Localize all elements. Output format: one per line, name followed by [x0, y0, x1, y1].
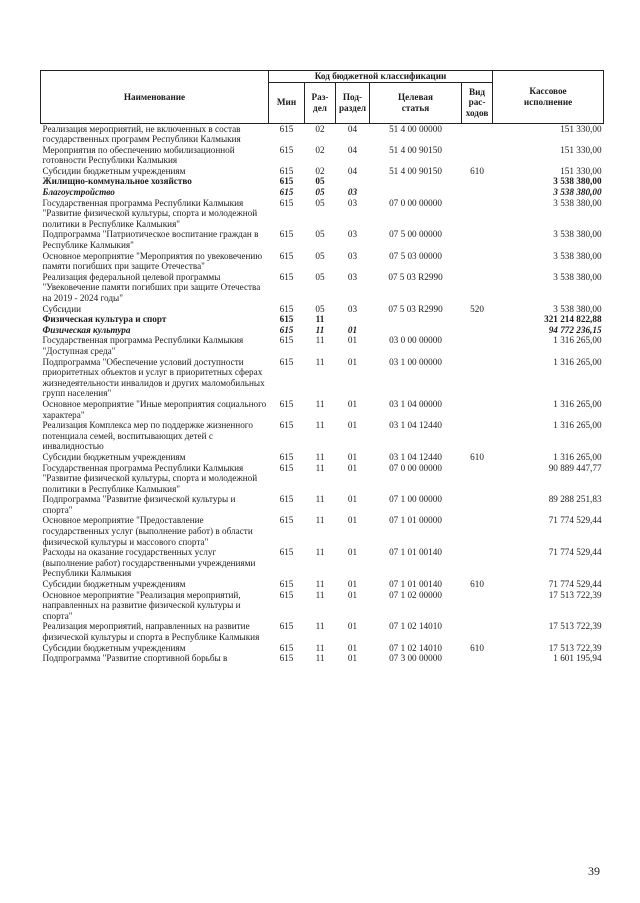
- row-razdel: 11: [315, 621, 325, 632]
- row-amount: 151 330,00: [560, 144, 602, 155]
- row-celevaya: 07 5 03 R2990: [388, 303, 443, 314]
- row-min: 615: [279, 314, 294, 325]
- row-amount: 3 538 380,00: [553, 176, 602, 187]
- row-name: Государственная программа Республики Калмыкия "Развитие физической культуры, спорта и молодежной политики в Республике Калмыкия": [42, 197, 258, 229]
- row-amount: 3 538 380,00: [553, 229, 602, 240]
- row-celevaya: 51 4 00 00000: [389, 123, 442, 134]
- row-name: Субсидии: [42, 303, 82, 314]
- row-name: Подпрограмма "Обеспечение условий доступности приоритетных объектов и услуг в приоритетных сферах жизнедеятельности инвалидов и других маломобильных групп населения": [42, 356, 265, 399]
- row-podrazdel: 03: [347, 197, 358, 208]
- row-min: 615: [279, 462, 294, 473]
- table-row: [41, 463, 604, 495]
- row-amount: 3 538 380,00: [553, 271, 602, 282]
- row-name: Подпрограмма "Развитие физической культуры и спорта": [42, 494, 236, 515]
- row-amount: 71 774 529,44: [548, 547, 602, 558]
- row-min: 615: [279, 547, 294, 558]
- row-celevaya: 07 1 01 00140: [389, 579, 442, 590]
- row-vid: [462, 176, 493, 187]
- row-amount: 71 774 529,44: [548, 579, 602, 590]
- row-name: Мероприятия по обеспечению мобилизационной готовности Республики Калмыкия: [42, 144, 235, 166]
- row-podrazdel: 04: [347, 123, 358, 134]
- header-min: Мин: [269, 82, 305, 123]
- row-vid: [462, 123, 493, 145]
- row-vid: [462, 463, 493, 495]
- row-min: 615: [279, 250, 294, 261]
- row-podrazdel: 01: [347, 579, 358, 590]
- row-amount: 17 513 722,39: [548, 621, 602, 632]
- row-amount: 17 513 722,39: [548, 589, 602, 600]
- row-razdel: 02: [315, 123, 325, 134]
- table-row: [41, 653, 604, 664]
- row-celevaya: 03 1 04 00000: [389, 398, 442, 409]
- row-min: 615: [279, 356, 294, 367]
- row-min: 615: [279, 144, 294, 155]
- row-min: 615: [279, 187, 294, 198]
- header-podrazdel-label: Под- раздел: [338, 92, 367, 113]
- row-vid: [462, 145, 493, 166]
- row-name: Основное мероприятие "Мероприятия по увековечению памяти погибших при защите Отечества": [42, 250, 263, 272]
- row-podrazdel: 01: [347, 335, 358, 346]
- row-min: 615: [279, 303, 294, 314]
- row-podrazdel: 03: [347, 250, 358, 261]
- row-amount: 71 774 529,44: [548, 515, 602, 526]
- row-celevaya: 03 1 04 12440: [389, 451, 442, 462]
- table-row: [41, 335, 604, 356]
- row-podrazdel: 03: [347, 187, 358, 198]
- row-razdel: 11: [315, 579, 325, 590]
- row-razdel: 11: [315, 356, 325, 367]
- table-row: [41, 590, 604, 622]
- row-name: Благоустройство: [42, 187, 115, 198]
- row-min: 615: [279, 165, 294, 176]
- header-kassa: [493, 71, 604, 124]
- row-name: Основное мероприятие "Реализация мероприятий, направленных на развитие физической культуры и спорта": [42, 589, 241, 621]
- row-celevaya: 07 3 00 00000: [389, 653, 442, 664]
- row-name: Субсидии бюджетным учреждениям: [42, 165, 186, 176]
- row-name: Субсидии бюджетным учреждениям: [42, 451, 186, 462]
- row-min: 615: [279, 579, 294, 590]
- row-amount: 89 288 251,83: [548, 494, 602, 505]
- row-name: Основное мероприятие "Предоставление государственных услуг (выполнение работ) в области физической культуры и массового спорта": [42, 515, 253, 547]
- row-razdel: 11: [315, 547, 325, 558]
- row-name: Физическая культура и спорт: [42, 314, 167, 325]
- row-podrazdel: 01: [347, 653, 358, 664]
- row-podrazdel: 01: [347, 494, 358, 505]
- table-row: [41, 166, 604, 177]
- row-vid: [462, 621, 493, 642]
- row-podrazdel: 03: [347, 303, 358, 314]
- row-vid: [462, 420, 493, 452]
- row-celevaya: 07 1 00 00000: [389, 494, 442, 505]
- row-vid: 520: [470, 303, 484, 314]
- row-vid: [462, 229, 493, 250]
- table-row: [41, 420, 604, 452]
- row-min: 615: [279, 420, 294, 431]
- table-row: [41, 198, 604, 230]
- row-min: 615: [279, 451, 294, 462]
- row-razdel: 11: [315, 451, 325, 462]
- row-podrazdel: 03: [347, 271, 358, 282]
- row-celevaya: 07 1 02 14010: [389, 621, 442, 632]
- row-amount: 1 316 265,00: [553, 420, 602, 431]
- row-min: 615: [279, 229, 294, 240]
- table-row: [41, 547, 604, 579]
- page-number: 39: [588, 864, 600, 878]
- row-min: 615: [279, 271, 294, 282]
- row-razdel: 11: [315, 494, 325, 505]
- row-name: Субсидии бюджетным учреждениям: [42, 579, 186, 590]
- row-celevaya: 07 1 01 00140: [389, 547, 442, 558]
- row-amount: 3 538 380,00: [553, 197, 602, 208]
- row-celevaya: 07 5 00 00000: [389, 229, 442, 240]
- row-vid: 610: [470, 165, 484, 176]
- row-name: Реализация мероприятий, направленных на развитие физической культуры и спорта в Республике Калмыкия: [42, 621, 260, 642]
- row-name: Подпрограмма "Развитие спортивной борьбы в: [42, 653, 228, 664]
- row-min: 615: [279, 515, 294, 526]
- row-podrazdel: 01: [347, 356, 358, 367]
- row-podrazdel: 01: [347, 621, 358, 632]
- row-vid: [462, 494, 493, 515]
- row-celevaya: 03 1 04 12440: [389, 420, 442, 431]
- row-vid: [462, 547, 493, 579]
- row-celevaya: 03 1 00 00000: [389, 356, 442, 367]
- row-celevaya: 07 0 00 00000: [389, 462, 442, 473]
- row-vid: 610: [470, 642, 484, 653]
- header-razdel: [305, 82, 336, 123]
- row-vid: [462, 653, 493, 664]
- row-celevaya: 03 0 00 00000: [389, 335, 442, 346]
- header-vid: [462, 82, 493, 123]
- table-row: [41, 621, 604, 642]
- row-amount: 3 538 380,00: [553, 187, 602, 198]
- row-celevaya: 51 4 00 90150: [389, 144, 442, 155]
- table-row: [41, 314, 604, 325]
- row-amount: 1 316 265,00: [553, 335, 602, 346]
- row-name: Расходы на оказание государственных услуг (выполнение работ) государственными учреждениями Республики Калмыкия: [42, 547, 256, 579]
- row-razdel: 11: [315, 642, 325, 653]
- row-min: 615: [279, 642, 294, 653]
- row-amount: 1 601 195,94: [553, 653, 602, 664]
- row-min: 615: [279, 621, 294, 632]
- row-min: 615: [279, 335, 294, 346]
- row-vid: [462, 187, 493, 198]
- row-name: Государственная программа Республики Калмыкия "Развитие физической культуры, спорта и молодежной политики в Республике Калмыкия": [42, 462, 258, 494]
- table-row: [41, 357, 604, 399]
- header-name: Наименование: [41, 71, 269, 124]
- row-name: Жилищно-коммунальное хозяйство: [42, 176, 192, 187]
- row-celevaya: [370, 176, 462, 187]
- row-name: Реализация мероприятий, не включенных в состав государственных программ Республики Калмыкия: [42, 123, 241, 145]
- row-razdel: 02: [315, 165, 325, 176]
- row-celevaya: 51 4 00 90150: [389, 165, 442, 176]
- row-podrazdel: [336, 314, 370, 325]
- row-vid: 610: [470, 579, 484, 590]
- table-header: [41, 71, 604, 124]
- row-razdel: 11: [315, 515, 325, 526]
- row-amount: 17 513 722,39: [548, 642, 602, 653]
- row-vid: [462, 272, 493, 304]
- table-row: [41, 643, 604, 654]
- header-celevaya: [370, 82, 462, 123]
- row-celevaya: 07 1 01 00000: [389, 515, 442, 526]
- row-razdel: 05: [315, 176, 325, 187]
- row-podrazdel: 01: [347, 451, 358, 462]
- budget-table: [40, 70, 604, 664]
- table-row: [41, 229, 604, 250]
- row-amount: 1 316 265,00: [553, 451, 602, 462]
- row-name: Реализация федеральной целевой программы "Увековечение памяти погибших при защите Отечества на 2019 - 2024 годы": [42, 271, 261, 303]
- row-podrazdel: 01: [347, 398, 358, 409]
- row-podrazdel: 01: [347, 515, 358, 526]
- table-row: [41, 145, 604, 166]
- row-amount: 3 538 380,00: [553, 250, 602, 261]
- row-razdel: 11: [315, 462, 325, 473]
- row-celevaya: [370, 314, 462, 325]
- row-amount: 94 772 236,15: [548, 324, 602, 335]
- row-razdel: 02: [315, 144, 325, 155]
- row-celevaya: 07 1 02 00000: [389, 589, 442, 600]
- row-razdel: 05: [315, 229, 325, 240]
- row-razdel: 11: [315, 324, 325, 335]
- row-min: 615: [279, 494, 294, 505]
- row-razdel: 11: [315, 335, 325, 346]
- table-row: [41, 399, 604, 420]
- row-vid: [462, 314, 493, 325]
- row-podrazdel: 04: [347, 144, 358, 155]
- row-min: 615: [279, 176, 294, 187]
- table-body: [41, 123, 604, 664]
- row-name: Подпрограмма "Патриотическое воспитание граждан в Республике Калмыкия": [42, 229, 259, 251]
- row-vid: [462, 198, 493, 230]
- table-row: [41, 494, 604, 515]
- row-celevaya: [370, 187, 462, 198]
- row-razdel: 05: [315, 271, 325, 282]
- header-razdel-label: Раз- дел: [311, 92, 329, 113]
- row-celevaya: 07 5 03 00000: [389, 250, 442, 261]
- row-vid: [462, 251, 493, 272]
- row-name: Субсидии бюджетным учреждениям: [42, 642, 186, 653]
- header-celevaya-label: Целевая статья: [398, 92, 433, 113]
- table-row: [41, 187, 604, 198]
- row-name: Государственная программа Республики Калмыкия "Доступная среда": [42, 335, 244, 356]
- table-row: [41, 176, 604, 187]
- row-podrazdel: 04: [347, 165, 358, 176]
- row-amount: 321 214 822,88: [544, 314, 602, 325]
- row-podrazdel: 01: [347, 642, 358, 653]
- header-kassa-label: Кассовое исполнение: [523, 86, 573, 107]
- row-razdel: 11: [315, 420, 325, 431]
- header-vid-label: Вид рас- ходов: [465, 86, 489, 118]
- row-amount: 1 316 265,00: [553, 398, 602, 409]
- table-row: [41, 251, 604, 272]
- row-amount: 90 889 447,77: [548, 462, 602, 473]
- table-row: [41, 452, 604, 463]
- row-razdel: 11: [315, 398, 325, 409]
- row-amount: 151 330,00: [560, 165, 602, 176]
- row-vid: [462, 325, 493, 336]
- row-celevaya: 07 5 03 R2990: [388, 271, 443, 282]
- row-razdel: 11: [315, 653, 325, 664]
- row-razdel: 11: [315, 589, 325, 600]
- row-podrazdel: 01: [347, 589, 358, 600]
- row-razdel: 05: [315, 250, 325, 261]
- row-name: Физическая культура: [42, 324, 131, 335]
- row-vid: [462, 399, 493, 420]
- row-celevaya: 07 1 02 14010: [389, 642, 442, 653]
- header-podrazdel: [336, 82, 370, 123]
- table-row: [41, 272, 604, 304]
- row-celevaya: [370, 325, 462, 336]
- row-podrazdel: 01: [347, 462, 358, 473]
- row-amount: 1 316 265,00: [553, 356, 602, 367]
- row-min: 615: [279, 324, 294, 335]
- header-code-group: Код бюджетной классификации: [269, 71, 493, 83]
- table-row: [41, 123, 604, 145]
- row-min: 615: [279, 653, 294, 664]
- table-row: [41, 325, 604, 336]
- row-vid: [462, 515, 493, 547]
- row-podrazdel: 03: [347, 229, 358, 240]
- row-vid: 610: [470, 451, 484, 462]
- row-min: 615: [279, 398, 294, 409]
- table-row: [41, 579, 604, 590]
- row-podrazdel: 01: [347, 547, 358, 558]
- row-vid: [462, 590, 493, 622]
- row-celevaya: 07 0 00 00000: [389, 197, 442, 208]
- row-min: 615: [279, 589, 294, 600]
- row-amount: 3 538 380,00: [553, 303, 602, 314]
- row-amount: 151 330,00: [560, 123, 602, 134]
- table-row: [41, 515, 604, 547]
- table-row: [41, 304, 604, 315]
- row-podrazdel: [336, 176, 370, 187]
- row-razdel: 05: [315, 303, 325, 314]
- row-razdel: 05: [315, 187, 325, 198]
- row-name: Реализация Комплекса мер по поддержке жизненного потенциала семей, воспитывающих детей с инвалидностью: [42, 420, 253, 452]
- row-razdel: 05: [315, 197, 325, 208]
- row-min: 615: [279, 123, 294, 134]
- row-podrazdel: 01: [347, 420, 358, 431]
- row-vid: [462, 335, 493, 356]
- row-razdel: 11: [315, 314, 325, 325]
- row-podrazdel: 01: [347, 324, 358, 335]
- row-name: Основное мероприятие "Иные мероприятия социального характера": [42, 398, 267, 420]
- row-vid: [462, 357, 493, 399]
- row-min: 615: [279, 197, 294, 208]
